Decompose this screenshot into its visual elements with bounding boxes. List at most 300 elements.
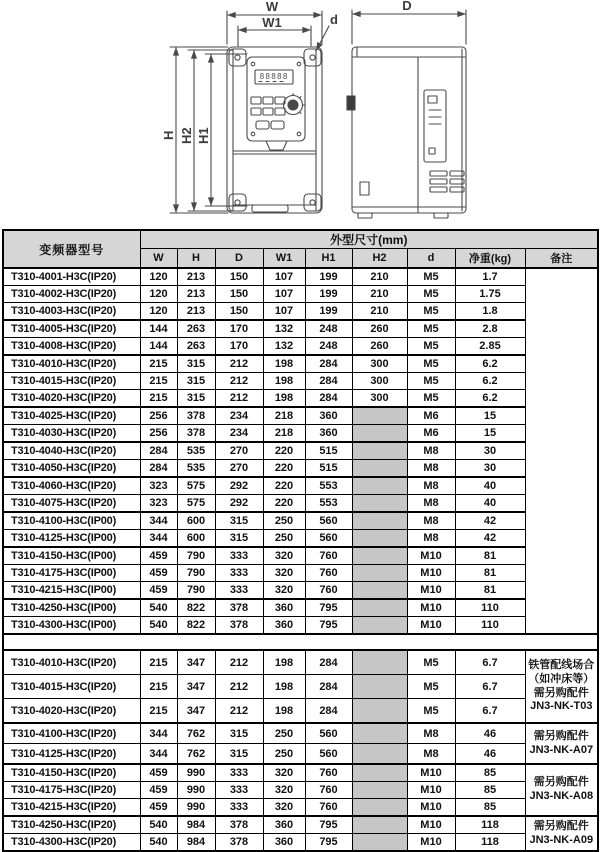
model-cell: T310-4001-H3C(IP20) bbox=[3, 268, 140, 286]
dim-cell: M8 bbox=[407, 460, 455, 478]
dim-cell: 378 bbox=[215, 599, 263, 617]
remark-line: 需另购配件 bbox=[533, 819, 589, 832]
dim-cell: 378 bbox=[215, 816, 263, 834]
dim-cell: 535 bbox=[177, 442, 215, 460]
header-weight: 净重(kg) bbox=[455, 249, 525, 269]
dim-cell: 120 bbox=[140, 303, 177, 321]
dim-cell: 553 bbox=[305, 477, 352, 495]
model-cell: T310-4125-H3C(IP00) bbox=[3, 530, 140, 548]
dim-cell: 220 bbox=[263, 477, 305, 495]
dim-cell: 198 bbox=[263, 675, 305, 699]
dimension-table bbox=[2, 229, 599, 852]
keypad-button bbox=[275, 108, 285, 115]
dim-cell bbox=[352, 617, 407, 635]
model-cell: T310-4010-H3C(IP20) bbox=[3, 355, 140, 373]
dim-cell: 300 bbox=[352, 373, 407, 390]
dim-cell: 215 bbox=[140, 390, 177, 408]
dim-cell: M5 bbox=[407, 303, 455, 321]
dim-cell: 284 bbox=[305, 373, 352, 390]
table-row bbox=[3, 617, 598, 635]
table-row bbox=[3, 816, 598, 834]
dim-cell: M10 bbox=[407, 599, 455, 617]
model-cell: T310-4025-H3C(IP20) bbox=[3, 407, 140, 425]
dim-cell bbox=[352, 699, 407, 724]
dim-cell bbox=[352, 650, 407, 675]
dim-cell: 85 bbox=[455, 782, 525, 799]
model-cell: T310-4175-H3C(IP00) bbox=[3, 565, 140, 582]
dim-cell: M10 bbox=[407, 617, 455, 635]
dim-cell: 459 bbox=[140, 799, 177, 817]
dim-cell: 459 bbox=[140, 582, 177, 600]
table-row bbox=[3, 547, 598, 565]
remark-line: 铁管配线场合 bbox=[528, 659, 595, 671]
table-row bbox=[3, 286, 598, 303]
dim-label-h: H bbox=[161, 130, 176, 140]
dim-cell bbox=[352, 816, 407, 834]
dim-cell: 760 bbox=[305, 547, 352, 565]
dim-cell bbox=[352, 675, 407, 699]
dim-cell: 170 bbox=[215, 338, 263, 356]
dim-cell: 540 bbox=[140, 599, 177, 617]
dim-cell: 81 bbox=[455, 547, 525, 565]
dim-cell: 347 bbox=[177, 699, 215, 724]
dim-cell bbox=[352, 723, 407, 744]
dim-cell: 284 bbox=[305, 699, 352, 724]
dim-cell: 256 bbox=[140, 407, 177, 425]
model-cell: T310-4215-H3C(IP00) bbox=[3, 582, 140, 600]
dim-cell: 6.7 bbox=[455, 675, 525, 699]
header-dims-group: 外型尺寸(mm) bbox=[140, 230, 598, 249]
remark-line: 需另购配件 bbox=[533, 729, 589, 742]
dim-cell: 378 bbox=[177, 407, 215, 425]
remark-line: JN3-NK-T03 bbox=[530, 700, 593, 713]
dim-cell: 360 bbox=[305, 407, 352, 425]
dim-cell: 1.7 bbox=[455, 268, 525, 286]
dim-cell: 6.2 bbox=[455, 355, 525, 373]
dim-cell: 250 bbox=[263, 530, 305, 548]
dim-cell: 212 bbox=[215, 390, 263, 408]
dim-cell: 795 bbox=[305, 816, 352, 834]
dim-cell: M5 bbox=[407, 268, 455, 286]
dim-cell: M5 bbox=[407, 650, 455, 675]
dim-cell: 42 bbox=[455, 512, 525, 530]
dim-cell: 575 bbox=[177, 477, 215, 495]
dim-cell: 320 bbox=[263, 764, 305, 782]
header-remark: 备注 bbox=[525, 249, 598, 269]
dim-cell: 46 bbox=[455, 723, 525, 744]
dim-cell: 260 bbox=[352, 320, 407, 338]
keypad-button bbox=[263, 97, 273, 104]
dim-cell: 85 bbox=[455, 799, 525, 817]
dim-cell: 107 bbox=[263, 268, 305, 286]
dim-cell: 132 bbox=[263, 320, 305, 338]
dim-cell: 315 bbox=[215, 723, 263, 744]
dim-cell: 333 bbox=[215, 565, 263, 582]
table-header bbox=[3, 230, 598, 268]
dim-label-w1: W1 bbox=[262, 15, 282, 30]
table-row bbox=[3, 338, 598, 356]
dim-cell: 256 bbox=[140, 425, 177, 443]
dim-cell: 347 bbox=[177, 650, 215, 675]
dim-cell: 333 bbox=[215, 582, 263, 600]
dim-cell: 323 bbox=[140, 495, 177, 513]
dim-cell: 990 bbox=[177, 782, 215, 799]
dim-cell: 560 bbox=[305, 530, 352, 548]
model-cell: T310-4100-H3C(IP00) bbox=[3, 512, 140, 530]
model-cell: T310-4030-H3C(IP20) bbox=[3, 425, 140, 443]
dim-cell: 250 bbox=[263, 744, 305, 765]
dim-cell: 344 bbox=[140, 530, 177, 548]
dim-cell: 540 bbox=[140, 617, 177, 635]
dim-cell: 40 bbox=[455, 495, 525, 513]
header-h1: H1 bbox=[305, 249, 352, 269]
table-row bbox=[3, 782, 598, 799]
header-d: D bbox=[215, 249, 263, 269]
dim-cell: 30 bbox=[455, 442, 525, 460]
dim-cell: 210 bbox=[352, 286, 407, 303]
dim-cell: 360 bbox=[263, 617, 305, 635]
dim-cell: M10 bbox=[407, 547, 455, 565]
keypad-button bbox=[251, 108, 261, 115]
dim-cell: 213 bbox=[177, 268, 215, 286]
dim-cell: M8 bbox=[407, 442, 455, 460]
dim-cell: 6.2 bbox=[455, 390, 525, 408]
dim-cell: 1.8 bbox=[455, 303, 525, 321]
table-row bbox=[3, 650, 598, 675]
dim-cell: 315 bbox=[177, 390, 215, 408]
dim-cell: 790 bbox=[177, 582, 215, 600]
dim-cell: M10 bbox=[407, 816, 455, 834]
header-dhole: d bbox=[407, 249, 455, 269]
model-cell: T310-4060-H3C(IP20) bbox=[3, 477, 140, 495]
dim-cell: 560 bbox=[305, 744, 352, 765]
dim-cell: M8 bbox=[407, 512, 455, 530]
header-h: H bbox=[177, 249, 215, 269]
table-row bbox=[3, 744, 598, 765]
dim-cell: M5 bbox=[407, 320, 455, 338]
dim-cell: 248 bbox=[305, 320, 352, 338]
dim-cell: 250 bbox=[263, 512, 305, 530]
header-model: 变频器型号 bbox=[3, 230, 140, 268]
dim-cell bbox=[352, 477, 407, 495]
dim-cell: 984 bbox=[177, 816, 215, 834]
table-row bbox=[3, 442, 598, 460]
dim-label-w: W bbox=[265, 0, 279, 14]
dim-cell: M8 bbox=[407, 530, 455, 548]
dim-cell bbox=[352, 512, 407, 530]
dim-cell: 215 bbox=[140, 373, 177, 390]
dim-cell: 284 bbox=[305, 390, 352, 408]
model-cell: T310-4175-H3C(IP20) bbox=[3, 782, 140, 799]
dim-cell: 284 bbox=[140, 442, 177, 460]
model-cell: T310-4003-H3C(IP20) bbox=[3, 303, 140, 321]
table-row bbox=[3, 599, 598, 617]
dim-cell: 85 bbox=[455, 764, 525, 782]
model-cell: T310-4250-H3C(IP00) bbox=[3, 599, 140, 617]
remark-line: JN3-NK-A07 bbox=[529, 743, 594, 756]
dim-cell: M6 bbox=[407, 425, 455, 443]
dim-cell: 199 bbox=[305, 303, 352, 321]
dim-cell bbox=[352, 460, 407, 478]
dim-cell: 378 bbox=[215, 617, 263, 635]
dim-cell: 315 bbox=[215, 512, 263, 530]
dim-cell bbox=[352, 599, 407, 617]
dim-cell: M5 bbox=[407, 675, 455, 699]
table-row bbox=[3, 834, 598, 852]
dim-cell bbox=[352, 744, 407, 765]
dim-cell bbox=[352, 407, 407, 425]
dim-cell: 323 bbox=[140, 477, 177, 495]
keypad-button bbox=[256, 121, 269, 129]
dimension-table-wrap bbox=[2, 229, 599, 852]
dim-cell: 459 bbox=[140, 764, 177, 782]
dim-cell: 2.8 bbox=[455, 320, 525, 338]
dim-cell: 790 bbox=[177, 547, 215, 565]
table-row bbox=[3, 407, 598, 425]
dim-cell: 284 bbox=[305, 675, 352, 699]
dim-cell: M10 bbox=[407, 764, 455, 782]
dim-cell: 459 bbox=[140, 565, 177, 582]
model-cell: T310-4150-H3C(IP20) bbox=[3, 764, 140, 782]
dim-cell: M10 bbox=[407, 834, 455, 852]
model-cell: T310-4015-H3C(IP20) bbox=[3, 675, 140, 699]
dim-cell: 333 bbox=[215, 799, 263, 817]
dim-cell: M10 bbox=[407, 582, 455, 600]
dim-cell: 120 bbox=[140, 286, 177, 303]
dim-cell: 795 bbox=[305, 599, 352, 617]
keypad-button bbox=[271, 121, 284, 129]
dim-cell: 320 bbox=[263, 565, 305, 582]
terminal-tab bbox=[347, 96, 355, 110]
dim-cell: 315 bbox=[177, 355, 215, 373]
table-row bbox=[3, 530, 598, 548]
model-cell: T310-4002-H3C(IP20) bbox=[3, 286, 140, 303]
dim-cell: M5 bbox=[407, 286, 455, 303]
table-row bbox=[3, 764, 598, 782]
dim-cell bbox=[352, 442, 407, 460]
model-cell: T310-4010-H3C(IP20) bbox=[3, 650, 140, 675]
table-row bbox=[3, 373, 598, 390]
dim-cell: M5 bbox=[407, 338, 455, 356]
dim-cell: 760 bbox=[305, 782, 352, 799]
header-w1: W1 bbox=[263, 249, 305, 269]
dim-cell: 600 bbox=[177, 530, 215, 548]
dim-cell: 990 bbox=[177, 764, 215, 782]
dim-cell: M8 bbox=[407, 495, 455, 513]
dim-cell: 822 bbox=[177, 617, 215, 635]
table-row bbox=[3, 355, 598, 373]
dim-label-h2: H2 bbox=[179, 127, 194, 144]
dim-cell bbox=[352, 834, 407, 852]
dim-cell: 315 bbox=[177, 373, 215, 390]
table-row bbox=[3, 495, 598, 513]
dim-cell: M10 bbox=[407, 565, 455, 582]
dim-cell: M10 bbox=[407, 799, 455, 817]
dim-cell: 212 bbox=[215, 650, 263, 675]
model-cell: T310-4020-H3C(IP20) bbox=[3, 699, 140, 724]
dim-cell: 15 bbox=[455, 407, 525, 425]
dim-cell: M8 bbox=[407, 477, 455, 495]
dim-cell: 360 bbox=[263, 599, 305, 617]
product-label bbox=[424, 90, 446, 162]
dim-cell: 220 bbox=[263, 460, 305, 478]
table-row bbox=[3, 799, 598, 817]
dim-cell: 110 bbox=[455, 617, 525, 635]
dim-cell: 762 bbox=[177, 723, 215, 744]
dim-cell: 333 bbox=[215, 764, 263, 782]
dim-cell: 218 bbox=[263, 407, 305, 425]
dim-cell: 760 bbox=[305, 565, 352, 582]
dim-label-depth: D bbox=[402, 0, 412, 13]
dim-cell: 347 bbox=[177, 675, 215, 699]
dim-cell: 360 bbox=[305, 425, 352, 443]
keypad-panel bbox=[247, 57, 305, 141]
potentiometer-knob bbox=[284, 94, 305, 115]
dim-cell: 215 bbox=[140, 355, 177, 373]
dim-cell: M6 bbox=[407, 407, 455, 425]
front-dimensions bbox=[161, 0, 338, 213]
dim-cell: M5 bbox=[407, 355, 455, 373]
table-row bbox=[3, 723, 598, 744]
separator-cell bbox=[3, 634, 598, 650]
dim-label-h1: H1 bbox=[196, 127, 211, 144]
dim-cell: 198 bbox=[263, 355, 305, 373]
dim-cell: 6.7 bbox=[455, 699, 525, 724]
dim-cell: 198 bbox=[263, 650, 305, 675]
dim-cell: 220 bbox=[263, 442, 305, 460]
remark-line: JN3-NK-A09 bbox=[529, 833, 594, 846]
dim-cell: 360 bbox=[263, 816, 305, 834]
dim-cell: 344 bbox=[140, 512, 177, 530]
dim-cell: 198 bbox=[263, 699, 305, 724]
keypad-button bbox=[263, 108, 273, 115]
dim-cell: 270 bbox=[215, 460, 263, 478]
dim-cell: 553 bbox=[305, 495, 352, 513]
dim-cell: 459 bbox=[140, 782, 177, 799]
dim-cell: 199 bbox=[305, 286, 352, 303]
dim-cell: 132 bbox=[263, 338, 305, 356]
dim-cell: 292 bbox=[215, 477, 263, 495]
dim-cell: 600 bbox=[177, 512, 215, 530]
dim-cell: 762 bbox=[177, 744, 215, 765]
dim-cell: 795 bbox=[305, 834, 352, 852]
dim-cell bbox=[352, 764, 407, 782]
dim-cell: 515 bbox=[305, 442, 352, 460]
model-cell: T310-4250-H3C(IP20) bbox=[3, 816, 140, 834]
dim-cell: 150 bbox=[215, 268, 263, 286]
dim-cell: 760 bbox=[305, 582, 352, 600]
remark-line: 需另购配件 bbox=[533, 686, 589, 699]
side-dimensions bbox=[352, 0, 466, 44]
dim-cell: M10 bbox=[407, 782, 455, 799]
dim-cell: 760 bbox=[305, 799, 352, 817]
dim-cell: 320 bbox=[263, 799, 305, 817]
dim-cell: 234 bbox=[215, 425, 263, 443]
dim-cell: 459 bbox=[140, 547, 177, 565]
dim-cell: 315 bbox=[215, 744, 263, 765]
dim-cell: 6.7 bbox=[455, 650, 525, 675]
table-row bbox=[3, 699, 598, 724]
remark-line: 需另购配件 bbox=[533, 776, 589, 789]
header-h2: H2 bbox=[352, 249, 407, 269]
table-row bbox=[3, 460, 598, 478]
table-row bbox=[3, 582, 598, 600]
section-accessory bbox=[3, 650, 598, 851]
side-view bbox=[347, 47, 466, 218]
dim-cell: 15 bbox=[455, 425, 525, 443]
dim-cell: 990 bbox=[177, 799, 215, 817]
model-cell: T310-4215-H3C(IP20) bbox=[3, 799, 140, 817]
dim-cell: 234 bbox=[215, 407, 263, 425]
dim-cell: 210 bbox=[352, 268, 407, 286]
dim-cell: 212 bbox=[215, 355, 263, 373]
dim-cell: 760 bbox=[305, 764, 352, 782]
dim-cell: 118 bbox=[455, 816, 525, 834]
dim-cell bbox=[352, 425, 407, 443]
dim-cell: 795 bbox=[305, 617, 352, 635]
model-cell: T310-4300-H3C(IP20) bbox=[3, 834, 140, 852]
dim-cell: 344 bbox=[140, 723, 177, 744]
keypad-button bbox=[251, 97, 261, 104]
dim-cell: 263 bbox=[177, 320, 215, 338]
dim-cell: 107 bbox=[263, 286, 305, 303]
dim-cell: M8 bbox=[407, 723, 455, 744]
dim-cell: 320 bbox=[263, 547, 305, 565]
remark-cell bbox=[525, 650, 598, 723]
model-cell: T310-4150-H3C(IP00) bbox=[3, 547, 140, 565]
separator-row bbox=[3, 634, 598, 650]
dim-cell: 40 bbox=[455, 477, 525, 495]
dim-cell: 292 bbox=[215, 495, 263, 513]
dim-cell: 81 bbox=[455, 582, 525, 600]
dim-cell: 260 bbox=[352, 338, 407, 356]
dim-cell: 378 bbox=[177, 425, 215, 443]
dim-cell: 515 bbox=[305, 460, 352, 478]
dim-cell: 107 bbox=[263, 303, 305, 321]
section-standard bbox=[3, 268, 598, 634]
dim-cell: 2.85 bbox=[455, 338, 525, 356]
dim-cell: 218 bbox=[263, 425, 305, 443]
dim-cell: 535 bbox=[177, 460, 215, 478]
header-w: W bbox=[140, 249, 177, 269]
remark-cell bbox=[525, 816, 598, 851]
dim-cell: 210 bbox=[352, 303, 407, 321]
dim-cell: 540 bbox=[140, 834, 177, 852]
dim-cell: 220 bbox=[263, 495, 305, 513]
table-row bbox=[3, 320, 598, 338]
dim-cell bbox=[352, 582, 407, 600]
dim-cell: 215 bbox=[140, 675, 177, 699]
table-row bbox=[3, 477, 598, 495]
dim-cell: 790 bbox=[177, 565, 215, 582]
dim-cell: 213 bbox=[177, 286, 215, 303]
dim-cell: 1.75 bbox=[455, 286, 525, 303]
dim-cell: M5 bbox=[407, 373, 455, 390]
dim-cell: 320 bbox=[263, 782, 305, 799]
dimension-diagram bbox=[0, 0, 600, 227]
dim-cell: 199 bbox=[305, 268, 352, 286]
dim-cell bbox=[352, 547, 407, 565]
dim-cell: 540 bbox=[140, 816, 177, 834]
table-row bbox=[3, 675, 598, 699]
dim-cell: 250 bbox=[263, 723, 305, 744]
remark-line: （如冲床等） bbox=[528, 672, 595, 685]
table-row bbox=[3, 303, 598, 321]
model-cell: T310-4005-H3C(IP20) bbox=[3, 320, 140, 338]
dim-cell: 284 bbox=[305, 355, 352, 373]
dim-cell bbox=[352, 530, 407, 548]
model-cell: T310-4040-H3C(IP20) bbox=[3, 442, 140, 460]
